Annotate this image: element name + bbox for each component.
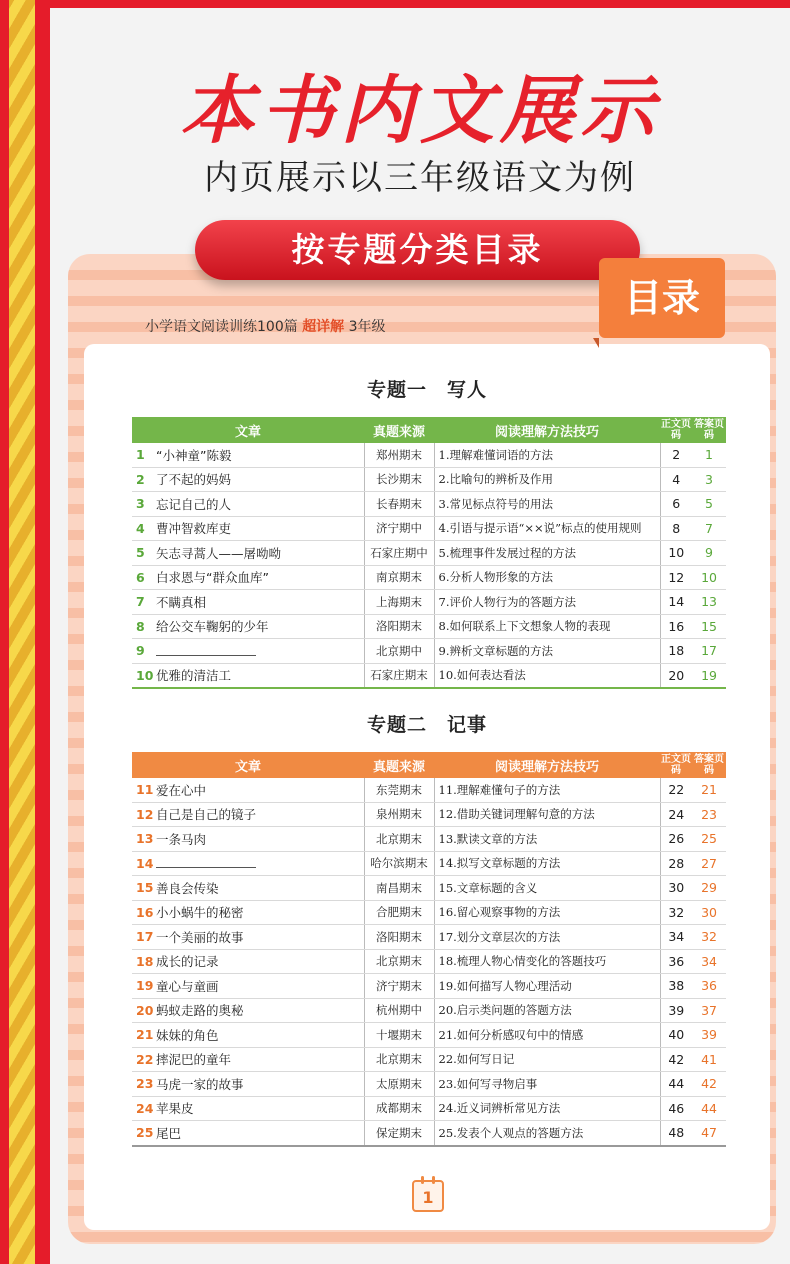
table-row (132, 516, 726, 541)
subtitle: 内页展示以三年级语文为例 (204, 158, 636, 198)
answer-page: 25 (692, 827, 726, 852)
table-row (132, 827, 726, 852)
answer-page: 13 (692, 590, 726, 615)
table-row (132, 467, 726, 492)
answer-page: 15 (692, 614, 726, 639)
page-number: 2 (660, 443, 692, 467)
exam-source: 石家庄期末 (364, 663, 434, 688)
answer-page: 10 (692, 565, 726, 590)
section-title-2: 专题二 记事 (366, 714, 487, 736)
reading-technique: 12.借助关键词理解句意的方法 (434, 802, 660, 827)
article-title: 成长的记录 (156, 949, 364, 974)
exam-source: 南昌期末 (364, 876, 434, 901)
table-row (132, 492, 726, 517)
answer-page: 41 (692, 1047, 726, 1072)
reading-technique: 17.划分文章层次的方法 (434, 925, 660, 950)
reading-technique: 24.近义词辨析常见方法 (434, 1096, 660, 1121)
reading-technique: 16.留心观察事物的方法 (434, 900, 660, 925)
answer-page: 27 (692, 851, 726, 876)
page-number: 22 (660, 778, 692, 802)
header-source: 真题来源 (364, 752, 434, 778)
page-number: 24 (660, 802, 692, 827)
row-number: 15 (132, 876, 156, 901)
toc-table-2 (132, 752, 726, 1147)
page-number: 46 (660, 1096, 692, 1121)
row-number: 3 (132, 492, 156, 517)
header-technique: 阅读理解方法技巧 (434, 417, 660, 443)
article-title: 妹妹的角色 (156, 1023, 364, 1048)
table-row (132, 565, 726, 590)
reading-technique: 15.文章标题的含义 (434, 876, 660, 901)
article-title (156, 639, 364, 664)
row-number: 19 (132, 974, 156, 999)
answer-page: 30 (692, 900, 726, 925)
page-number: 39 (660, 998, 692, 1023)
page-number-calendar-icon: 1 (412, 1180, 444, 1212)
reading-technique: 10.如何表达看法 (434, 663, 660, 688)
table-row (132, 998, 726, 1023)
article-title: 尾巴 (156, 1121, 364, 1146)
reading-technique: 4.引语与提示语“××说”标点的使用规则 (434, 516, 660, 541)
article-title: 一个美丽的故事 (156, 925, 364, 950)
table-row (132, 851, 726, 876)
answer-page: 44 (692, 1096, 726, 1121)
reading-technique: 22.如何写日记 (434, 1047, 660, 1072)
reading-technique: 14.拟写文章标题的方法 (434, 851, 660, 876)
table-row (132, 900, 726, 925)
answer-page: 39 (692, 1023, 726, 1048)
article-title: 摔泥巴的童年 (156, 1047, 364, 1072)
row-number: 11 (132, 778, 156, 802)
article-title: 蚂蚁走路的奥秘 (156, 998, 364, 1023)
reading-technique: 1.理解难懂词语的方法 (434, 443, 660, 467)
reading-technique: 2.比喻句的辨析及作用 (434, 467, 660, 492)
article-title: 了不起的妈妈 (156, 467, 364, 492)
table-row (132, 614, 726, 639)
exam-source: 南京期末 (364, 565, 434, 590)
reading-technique: 6.分析人物形象的方法 (434, 565, 660, 590)
row-number: 25 (132, 1121, 156, 1146)
exam-source: 洛阳期末 (364, 925, 434, 950)
top-bar (0, 0, 790, 8)
article-title (156, 851, 364, 876)
exam-source: 石家庄期中 (364, 541, 434, 566)
article-title: 童心与童画 (156, 974, 364, 999)
answer-page: 5 (692, 492, 726, 517)
row-number: 22 (132, 1047, 156, 1072)
page-number: 34 (660, 925, 692, 950)
header-answer: 答案页码 (694, 419, 725, 441)
row-number: 23 (132, 1072, 156, 1097)
page-number: 16 (660, 614, 692, 639)
exam-source: 北京期末 (364, 1047, 434, 1072)
answer-page: 1 (692, 443, 726, 467)
reading-technique: 21.如何分析感叹句中的情感 (434, 1023, 660, 1048)
exam-source: 北京期末 (364, 827, 434, 852)
answer-page: 36 (692, 974, 726, 999)
exam-source: 保定期末 (364, 1121, 434, 1146)
table-row (132, 1096, 726, 1121)
table-row (132, 590, 726, 615)
row-number: 2 (132, 467, 156, 492)
exam-source: 十堰期末 (364, 1023, 434, 1048)
reading-technique: 18.梳理人物心情变化的答题技巧 (434, 949, 660, 974)
striped-ribbon (9, 0, 35, 1264)
table-row (132, 778, 726, 802)
row-number: 16 (132, 900, 156, 925)
exam-source: 成都期末 (364, 1096, 434, 1121)
answer-page: 3 (692, 467, 726, 492)
header-technique: 阅读理解方法技巧 (434, 752, 660, 778)
exam-source: 北京期末 (364, 949, 434, 974)
row-number: 5 (132, 541, 156, 566)
table-row (132, 1121, 726, 1146)
row-number: 17 (132, 925, 156, 950)
answer-page: 23 (692, 802, 726, 827)
exam-source: 上海期末 (364, 590, 434, 615)
header-source: 真题来源 (364, 417, 434, 443)
row-number: 20 (132, 998, 156, 1023)
book-grade: 3年级 (348, 319, 386, 335)
article-title: 给公交车鞠躬的少年 (156, 614, 364, 639)
table-row (132, 663, 726, 688)
reading-technique: 13.默读文章的方法 (434, 827, 660, 852)
exam-source: 合肥期末 (364, 900, 434, 925)
exam-source: 杭州期中 (364, 998, 434, 1023)
table-row (132, 639, 726, 664)
toc-table-1 (132, 417, 726, 689)
reading-technique: 7.评价人物行为的答题方法 (434, 590, 660, 615)
blank-title-line (156, 643, 256, 656)
row-number: 13 (132, 827, 156, 852)
reading-technique: 11.理解难懂句子的方法 (434, 778, 660, 802)
article-title: 苹果皮 (156, 1096, 364, 1121)
row-number: 24 (132, 1096, 156, 1121)
answer-page: 19 (692, 663, 726, 688)
main-title: 本书内文展示 (180, 68, 660, 154)
page-number: 32 (660, 900, 692, 925)
exam-source: 长沙期末 (364, 467, 434, 492)
page-number: 42 (660, 1047, 692, 1072)
row-number: 8 (132, 614, 156, 639)
article-title: 矢志寻蒿人——屠呦呦 (156, 541, 364, 566)
article-title: 小小蜗牛的秘密 (156, 900, 364, 925)
table-row (132, 949, 726, 974)
page-number: 20 (660, 663, 692, 688)
article-title: 自己是自己的镜子 (156, 802, 364, 827)
page-number: 8 (660, 516, 692, 541)
page-number: 14 (660, 590, 692, 615)
table-row (132, 1047, 726, 1072)
table-row (132, 1072, 726, 1097)
table-row (132, 802, 726, 827)
reading-technique: 19.如何描写人物心理活动 (434, 974, 660, 999)
page-number: 28 (660, 851, 692, 876)
row-number: 4 (132, 516, 156, 541)
article-title: 不瞒真相 (156, 590, 364, 615)
row-number: 21 (132, 1023, 156, 1048)
page-number: 44 (660, 1072, 692, 1097)
book-name: 小学语文阅读训练100篇 (145, 319, 298, 335)
header-page: 正文页码 (661, 754, 692, 776)
table-row (132, 443, 726, 467)
table-row (132, 1023, 726, 1048)
page-number: 6 (660, 492, 692, 517)
header-answer: 答案页码 (694, 754, 725, 776)
exam-source: 济宁期中 (364, 516, 434, 541)
reading-technique: 3.常见标点符号的用法 (434, 492, 660, 517)
table-row (132, 925, 726, 950)
page-number: 30 (660, 876, 692, 901)
article-title: 善良会传染 (156, 876, 364, 901)
section-title-1: 专题一 写人 (366, 379, 487, 401)
table-row (132, 974, 726, 999)
row-number: 7 (132, 590, 156, 615)
answer-page: 9 (692, 541, 726, 566)
page-number: 18 (660, 639, 692, 664)
page-number: 10 (660, 541, 692, 566)
left-decorative-band (0, 0, 50, 1264)
header-article: 文章 (132, 417, 364, 443)
answer-page: 29 (692, 876, 726, 901)
header-article: 文章 (132, 752, 364, 778)
table-header-row (132, 417, 726, 443)
article-title: 白求恩与“群众血库” (156, 565, 364, 590)
page-number: 40 (660, 1023, 692, 1048)
blank-title-line (156, 855, 256, 868)
article-title: “小神童”陈毅 (156, 443, 364, 467)
exam-source: 东莞期末 (364, 778, 434, 802)
reading-technique: 25.发表个人观点的答题方法 (434, 1121, 660, 1146)
row-number: 9 (132, 639, 156, 664)
exam-source: 洛阳期末 (364, 614, 434, 639)
table-header-row (132, 752, 726, 778)
exam-source: 郑州期末 (364, 443, 434, 467)
article-title: 优雅的清洁工 (156, 663, 364, 688)
exam-source: 长春期末 (364, 492, 434, 517)
reading-technique: 8.如何联系上下文想象人物的表现 (434, 614, 660, 639)
answer-page: 7 (692, 516, 726, 541)
answer-page: 32 (692, 925, 726, 950)
exam-source: 太原期末 (364, 1072, 434, 1097)
article-title: 忘记自己的人 (156, 492, 364, 517)
answer-page: 21 (692, 778, 726, 802)
reading-technique: 23.如何写寻物启事 (434, 1072, 660, 1097)
answer-page: 17 (692, 639, 726, 664)
row-number: 18 (132, 949, 156, 974)
answer-page: 37 (692, 998, 726, 1023)
exam-source: 济宁期末 (364, 974, 434, 999)
page-number: 4 (660, 467, 692, 492)
table-row (132, 541, 726, 566)
article-title: 爱在心中 (156, 778, 364, 802)
exam-source: 泉州期末 (364, 802, 434, 827)
page-number: 48 (660, 1121, 692, 1146)
exam-source: 哈尔滨期末 (364, 851, 434, 876)
header-page: 正文页码 (661, 419, 692, 441)
toc-tab: 目录 (599, 258, 725, 338)
answer-page: 47 (692, 1121, 726, 1146)
article-title: 一条马肉 (156, 827, 364, 852)
answer-page: 34 (692, 949, 726, 974)
category-pill: 按专题分类目录 (195, 220, 640, 280)
answer-page: 42 (692, 1072, 726, 1097)
page-number: 26 (660, 827, 692, 852)
row-number: 6 (132, 565, 156, 590)
article-title: 曹冲智救库吏 (156, 516, 364, 541)
reading-technique: 20.启示类问题的答题方法 (434, 998, 660, 1023)
row-number: 10 (132, 663, 156, 688)
row-number: 1 (132, 443, 156, 467)
book-label (145, 316, 386, 336)
reading-technique: 5.梳理事件发展过程的方法 (434, 541, 660, 566)
row-number: 14 (132, 851, 156, 876)
page-number: 12 (660, 565, 692, 590)
row-number: 12 (132, 802, 156, 827)
exam-source: 北京期中 (364, 639, 434, 664)
book-highlight: 超详解 (302, 319, 345, 335)
table-row (132, 876, 726, 901)
page-number: 36 (660, 949, 692, 974)
page-number: 38 (660, 974, 692, 999)
article-title: 马虎一家的故事 (156, 1072, 364, 1097)
reading-technique: 9.辨析文章标题的方法 (434, 639, 660, 664)
